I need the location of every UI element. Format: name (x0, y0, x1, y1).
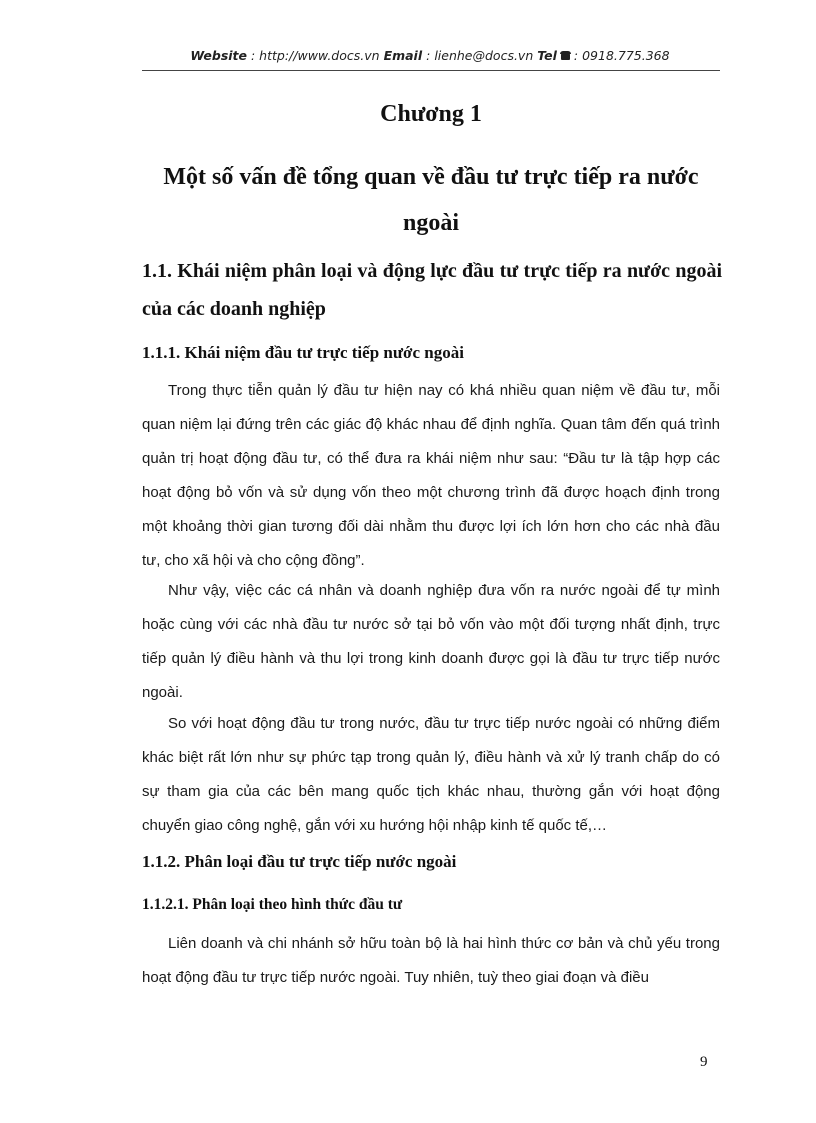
tel-separator: : (573, 48, 583, 63)
section-heading-1-1-2-1: 1.1.2.1. Phân loại theo hình thức đầu tư (142, 896, 403, 913)
paragraph-1: Trong thực tiễn quản lý đầu tư hiện nay có khá nhiều quan niệm về đầu tư, mỗi quan niệm lại đứng trên các giác độ khác nhau để định nghĩa. Quan tâm đến quá trình quản trị hoạt động đầu tư, có thể đưa ra khái niệm như sau: “Đầu tư là tập hợp các hoạt động bỏ vốn và sử dụng vốn theo một chương trình đã được hoạch định trong một khoảng thời gian tương đối dài nhằm thu được lợi ích lớn hơn cho các nhà đầu tư, cho xã hội và cho cộng đồng”. (142, 382, 720, 569)
chapter-title: Chương 1 (380, 101, 482, 127)
website-label: Website (190, 48, 247, 63)
website-value: http://www.docs.vn (259, 48, 380, 63)
header-divider (142, 70, 720, 71)
tel-label: Tel (537, 48, 557, 63)
telephone-icon (560, 51, 571, 61)
website-separator: : (247, 48, 260, 63)
page-header (142, 48, 718, 70)
email-label: Email (383, 48, 423, 63)
section-heading-1-1: 1.1. Khái niệm phân loại và động lực đầu tư trực tiếp ra nước ngoài của các doanh nghiệp (142, 260, 722, 320)
paragraph-3: So với hoạt động đầu tư trong nước, đầu tư trực tiếp nước ngoài có những điểm khác biệt rất lớn như sự phức tạp trong quản lý, điều hành và xử lý tranh chấp do có sự tham gia của các bên mang quốc tịch khác nhau, thường gắn với hoạt động chuyển giao công nghệ, gắn với xu hướng hội nhập kinh tế quốc tế,… (142, 715, 720, 834)
chapter-subtitle-line-2: ngoài (402, 210, 459, 236)
paragraph-2: Như vậy, việc các cá nhân và doanh nghiệp đưa vốn ra nước ngoài để tự mình hoặc cùng với các nhà đầu tư nước sở tại bỏ vốn vào một đối tượng nhất định, trực tiếp quản lý điều hành và thu lợi trong kinh doanh được gọi là đầu tư trực tiếp nước ngoài. (142, 582, 720, 701)
email-value: lienhe@docs.vn (434, 48, 534, 63)
section-heading-1-1-1: 1.1.1. Khái niệm đầu tư trực tiếp nước ngoài (142, 343, 464, 362)
chapter-subtitle (142, 154, 720, 246)
section-heading-1-1-2: 1.1.2. Phân loại đầu tư trực tiếp nước ngoài (142, 852, 457, 871)
email-separator: : (422, 48, 435, 63)
paragraph-4: Liên doanh và chi nhánh sở hữu toàn bộ là hai hình thức cơ bản và chủ yếu trong hoạt động đầu tư trực tiếp nước ngoài. Tuy nhiên, tuỳ theo giai đoạn và điều (142, 935, 720, 986)
chapter-subtitle-line-1: Một số vấn đề tổng quan về đầu tư trực tiếp ra nước (163, 164, 699, 190)
tel-value: 0918.775.368 (582, 48, 670, 63)
page-number: 9 (700, 1054, 708, 1070)
